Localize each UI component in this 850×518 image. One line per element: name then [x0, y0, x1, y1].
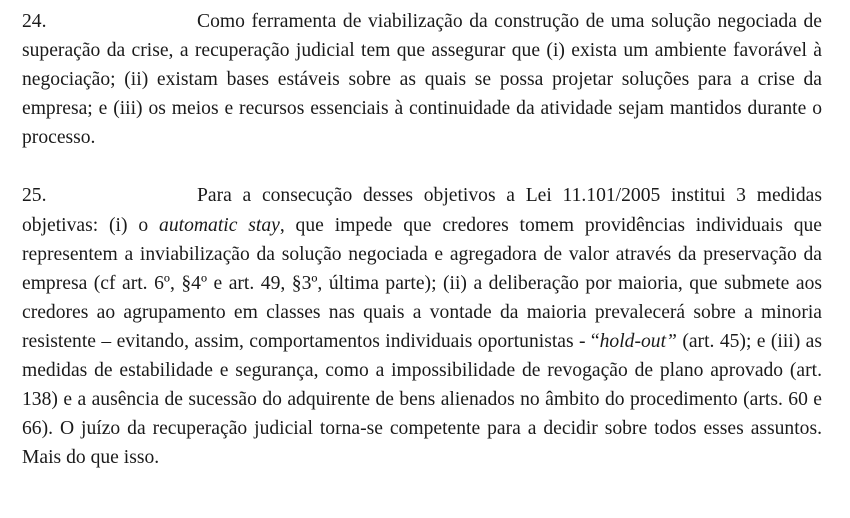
- paragraph-number: 24.: [22, 11, 47, 32]
- paragraph-25: [22, 181, 822, 472]
- paragraph-text: Para a consecução desses objetivos a Lei 11.101/2005 institui 3 medidas objetivas: (i) o: [22, 185, 822, 236]
- paragraph-text: (art. 45); e (iii) as medidas de estabilidade e segurança, como a impossibilidade de revogação de plano aprovado (art. 138) e a ausência de sucessão do adquirente de bens alienados no âmbito do procedimento (arts. 60 e 66). O juízo da recuperação judicial torna-se competente para a decidir sobre todos esses assuntos. Mais do que isso.: [22, 330, 823, 469]
- paragraph-24: [22, 7, 822, 152]
- paragraph-text: Como ferramenta de viabilização da construção de uma solução negociada de superação da crise, a recuperação judicial tem que assegurar que (i) exista um ambiente favorável à negociação; (ii) existam bases estáveis sobre as quais se possa projetar soluções para a crise da empresa; e (iii) os meios e recursos essenciais à continuidade da atividade sejam mantidos durante o processo.: [22, 11, 822, 149]
- paragraph-text: , que impede que credores tomem providências individuais que representem a inviabilização da solução negociada e agregadora de valor através da preservação da empresa (cf art. 6º, §4º e art. 49, §3º, última parte); (ii) a deliberação por maioria, que submete aos credores ao agrupamento em classes nas quais a vontade da maioria prevalecerá sobre a minoria resistente – evitando, assim, comportamentos individuais oportunistas - “: [22, 214, 823, 352]
- italic-term-automatic-stay: automatic stay: [159, 214, 280, 236]
- italic-term-hold-out: hold-out”: [599, 330, 677, 352]
- paragraph-number: 25.: [22, 185, 47, 207]
- document-body: [22, 7, 822, 472]
